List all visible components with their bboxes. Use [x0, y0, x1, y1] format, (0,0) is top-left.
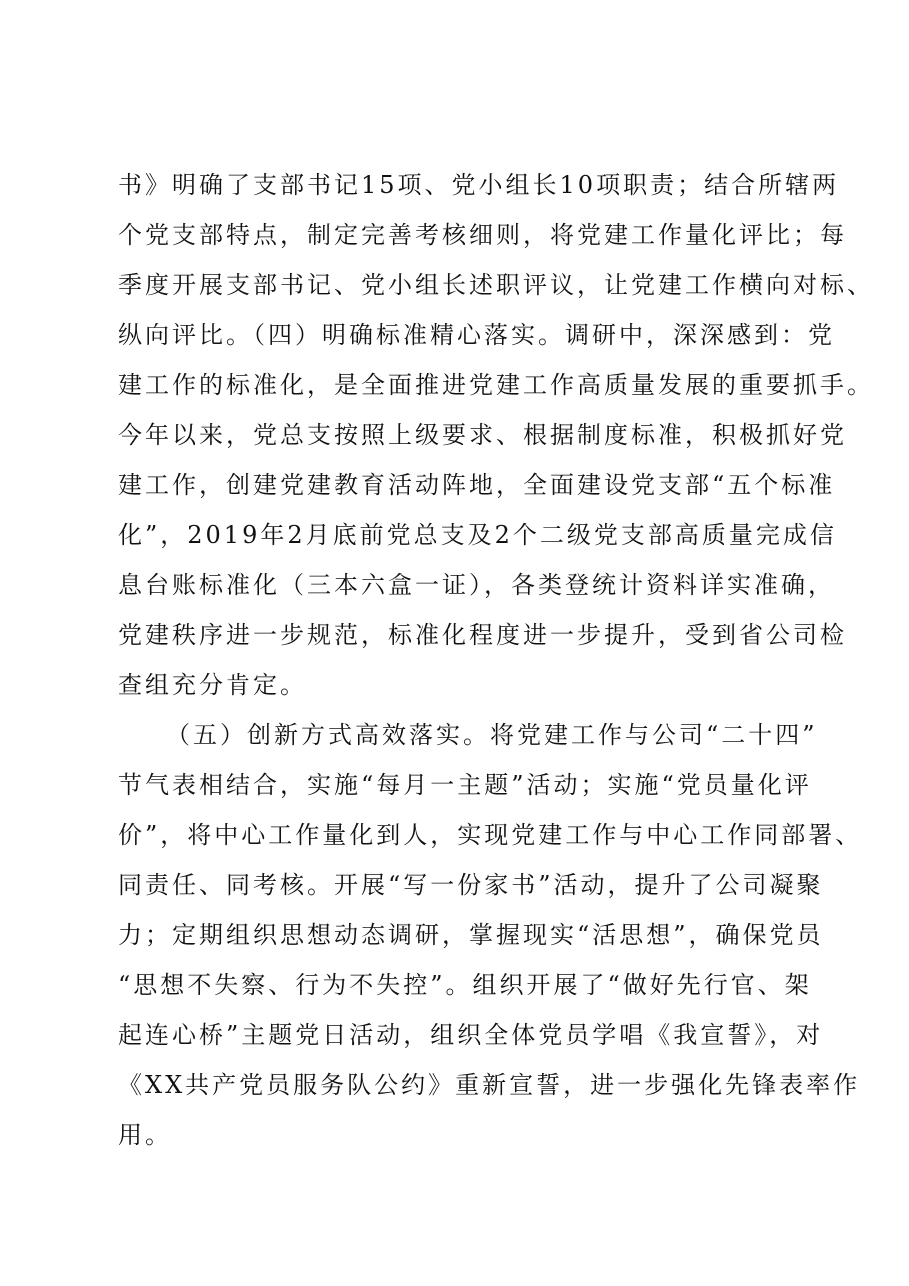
- text-line: 查组充分肯定。: [118, 671, 307, 699]
- text-line: 个党支部特点，制定完善考核细则，将党建工作量化评比；每: [118, 221, 847, 249]
- text-line: 党建秩序进一步规范，标准化程度进一步提升，受到省公司检: [118, 621, 847, 649]
- text-line: 建工作的标准化，是全面推进党建工作高质量发展的重要抓手。: [118, 371, 874, 399]
- text-line: 用。: [118, 1121, 172, 1149]
- text-line: 纵向评比。（四）明确标准精心落实。调研中，深深感到：党: [118, 321, 835, 349]
- text-line: 同责任、同考核。开展“写一份家书”活动，提升了公司凝聚: [118, 871, 824, 899]
- text-line: 息台账标准化（三本六盒一证），各类登统计资料详实准确，: [118, 571, 835, 599]
- text-line: 建工作，创建党建教育活动阵地，全面建设党支部“五个标准: [118, 471, 836, 499]
- paragraph-first-line: （五）创新方式高效落实。将党建工作与公司“二十四”: [166, 721, 818, 749]
- text-line: “思想不失察、行为不失控”。组织开展了“做好先行官、架: [118, 971, 812, 999]
- text-line: 价”，将中心工作量化到人，实现党建工作与中心工作同部署、: [118, 821, 863, 849]
- text-line: 季度开展支部书记、党小组长述职评议，让党建工作横向对标、: [118, 271, 874, 299]
- text-line: 起连心桥”主题党日活动，组织全体党员学唱《我宣誓》，对: [118, 1021, 824, 1049]
- text-line: 《XX共产党员服务队公约》重新宣誓，进一步强化先锋表率作: [118, 1071, 861, 1099]
- text-line: 今年以来，党总支按照上级要求、根据制度标准，积极抓好党: [118, 421, 847, 449]
- text-line: 书》明确了支部书记15项、党小组长10项职责；结合所辖两: [118, 171, 840, 199]
- text-line: 化”，2019年2月底前党总支及2个二级党支部高质量完成信: [118, 521, 837, 549]
- text-line: 节气表相结合，实施“每月一主题”活动；实施“党员量化评: [118, 771, 812, 799]
- text-line: 力；定期组织思想动态调研，掌握现实“活思想”，确保党员: [118, 921, 824, 949]
